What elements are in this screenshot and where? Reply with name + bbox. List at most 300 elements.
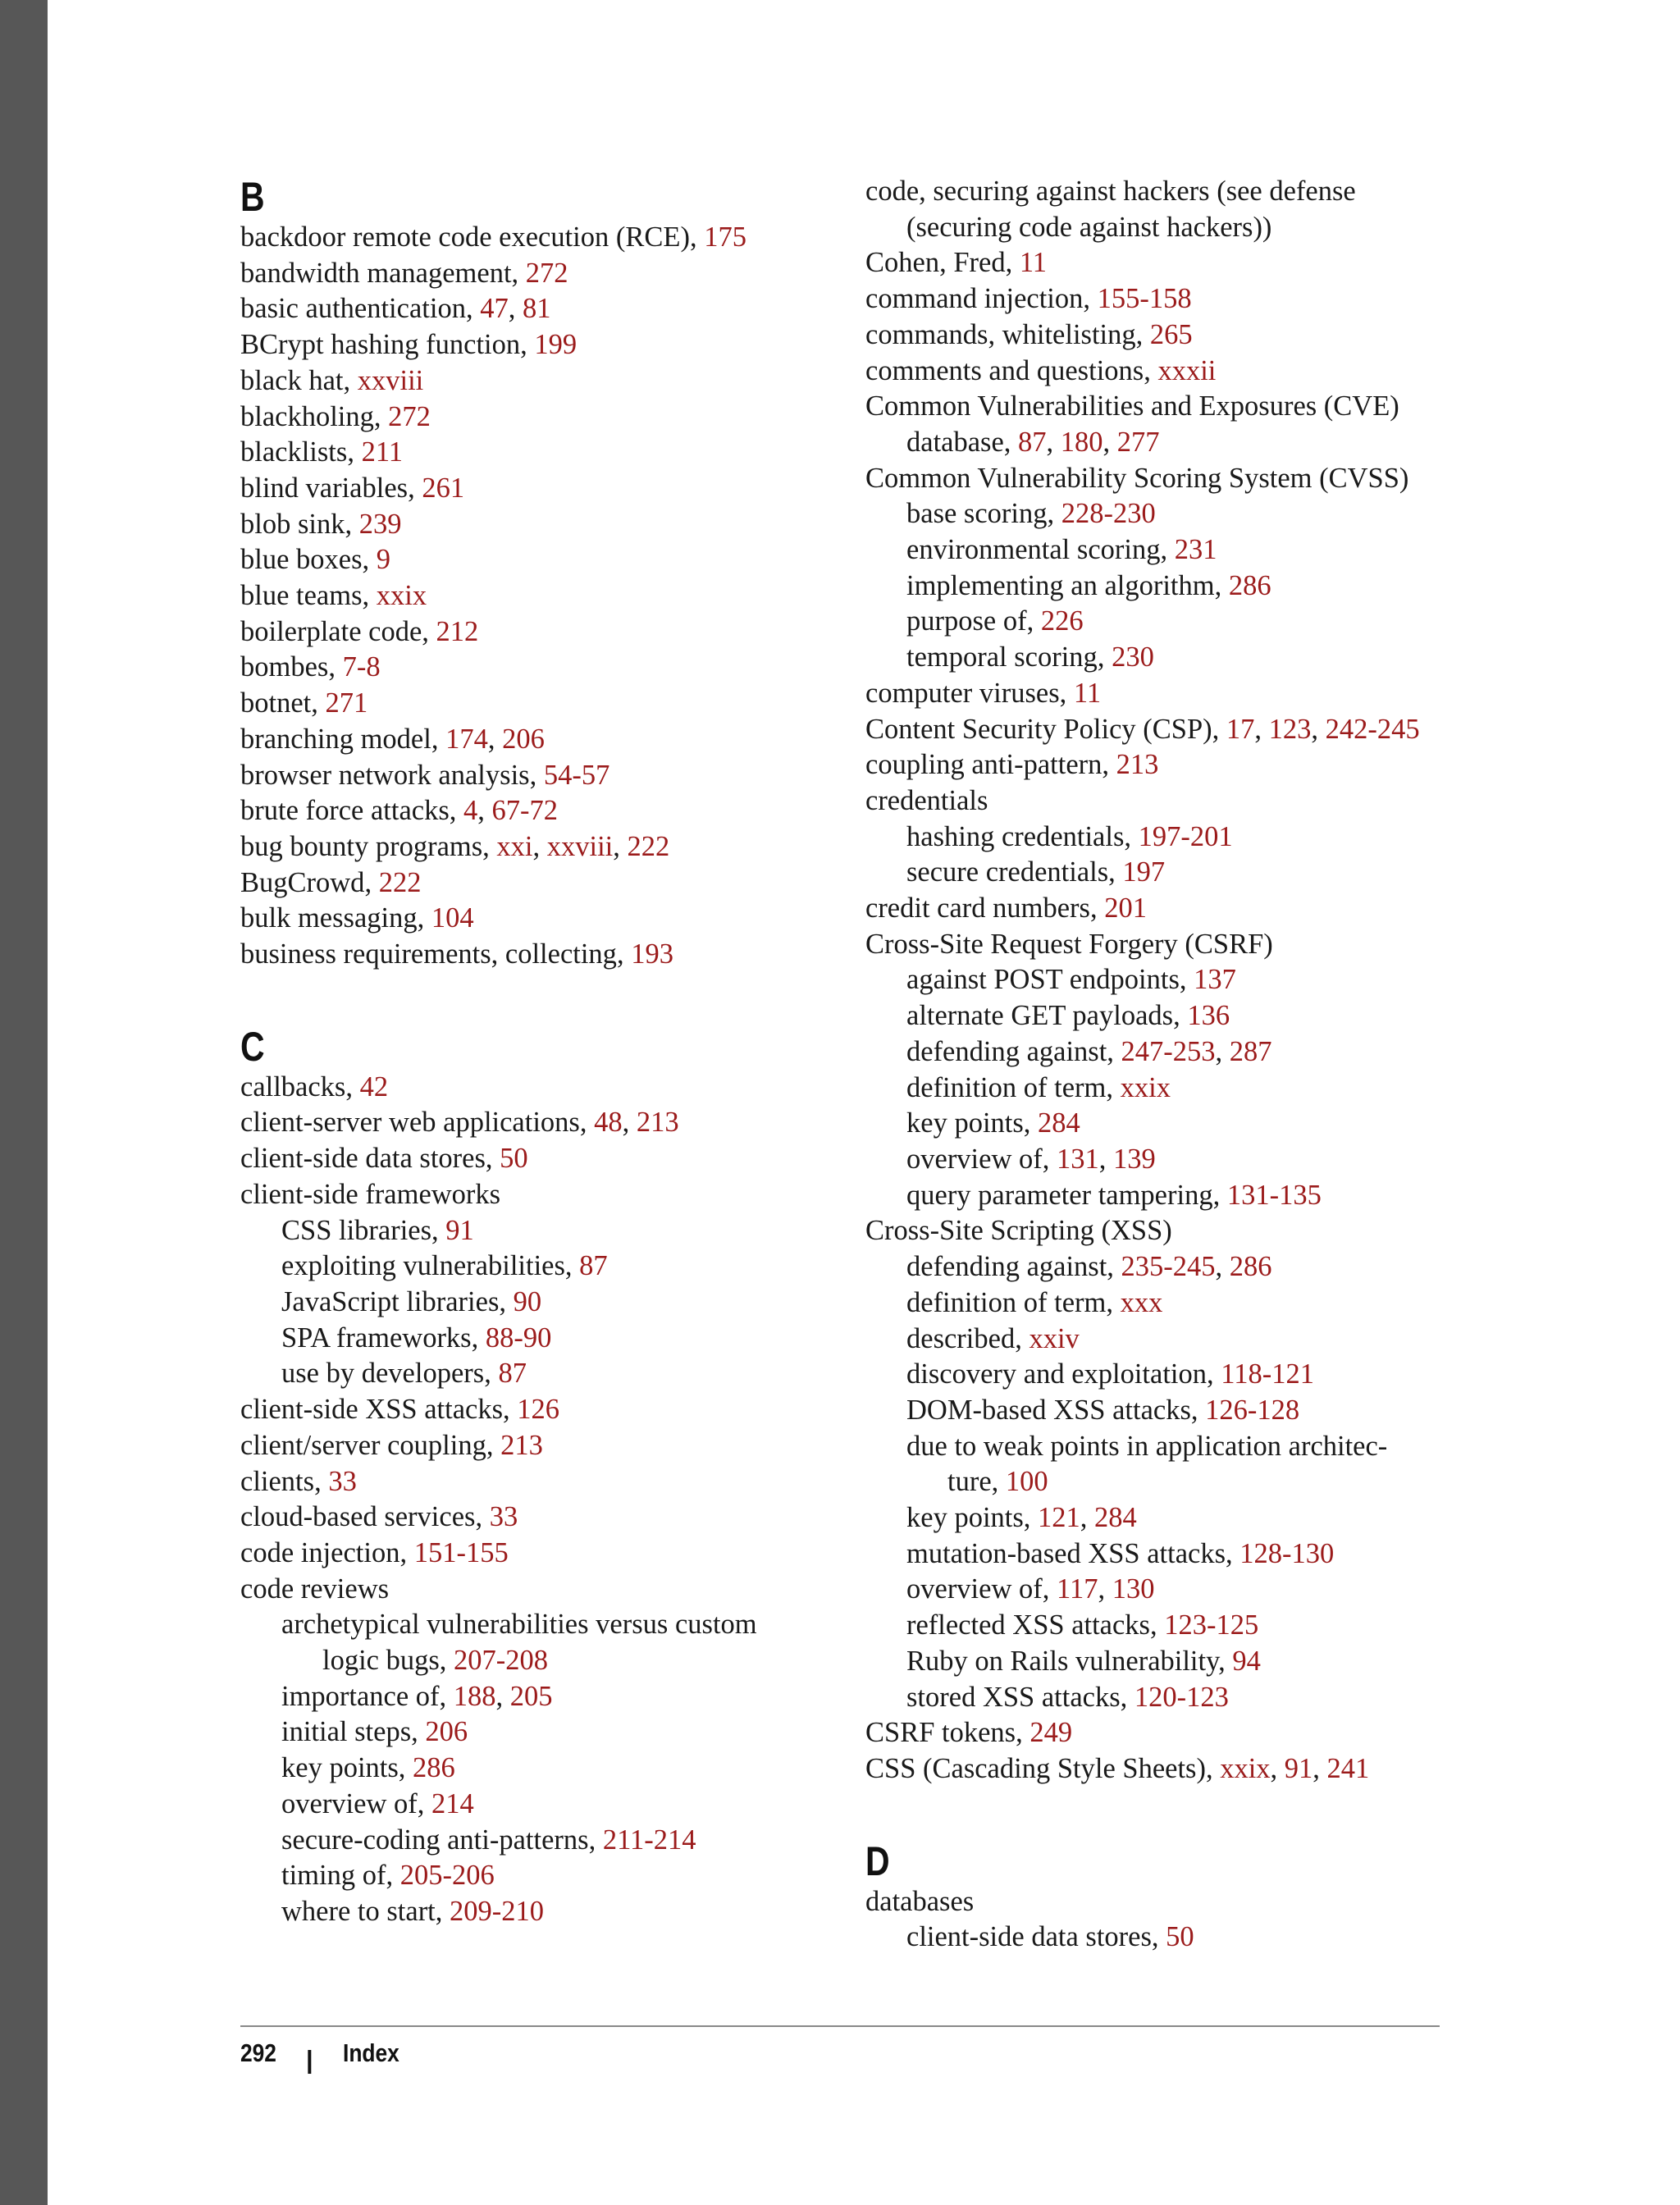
index-term: blue boxes bbox=[240, 544, 363, 576]
page-reference-link[interactable]: 197-201 bbox=[1138, 820, 1233, 852]
page-reference-link[interactable]: 136 bbox=[1187, 1000, 1230, 1032]
index-entry bbox=[865, 1249, 1456, 1285]
index-entry bbox=[240, 363, 831, 399]
index-entry bbox=[865, 1920, 1456, 1956]
page-reference-link[interactable]: 230 bbox=[1112, 641, 1154, 673]
index-entry bbox=[240, 1428, 831, 1464]
index-entry bbox=[865, 1884, 1456, 1920]
index-entry bbox=[240, 1894, 831, 1930]
index-separator: , bbox=[1083, 283, 1098, 315]
index-term: overview of bbox=[906, 1143, 1043, 1175]
index-separator: , bbox=[1120, 1681, 1134, 1713]
index-entry bbox=[865, 819, 1456, 856]
page-reference-link[interactable]: 242-245 bbox=[1325, 713, 1420, 745]
index-term: secure credentials bbox=[906, 856, 1109, 888]
index-term: code reviews bbox=[240, 1573, 390, 1605]
index-separator: , bbox=[1046, 426, 1061, 458]
page-reference-link[interactable]: 193 bbox=[631, 938, 673, 970]
index-separator: , bbox=[343, 364, 358, 396]
page-reference-link[interactable]: 247-253 bbox=[1121, 1035, 1216, 1067]
page-reference-link[interactable]: 118-121 bbox=[1221, 1358, 1314, 1390]
index-term: blue teams bbox=[240, 580, 363, 612]
index-term: client-server web applications bbox=[240, 1107, 580, 1139]
index-term: query parameter tampering bbox=[906, 1179, 1213, 1211]
index-entry bbox=[240, 1285, 831, 1321]
page-reference-link[interactable]: 201 bbox=[1104, 892, 1147, 924]
index-term: callbacks bbox=[240, 1071, 346, 1102]
index-entry bbox=[865, 1715, 1456, 1751]
index-term: defending against bbox=[906, 1035, 1107, 1067]
page-reference-link[interactable]: 175 bbox=[704, 221, 746, 253]
index-separator: , bbox=[1098, 1573, 1112, 1605]
page-reference-link[interactable]: 272 bbox=[388, 400, 431, 432]
index-separator: , bbox=[362, 580, 377, 612]
index-entry bbox=[865, 568, 1456, 605]
index-separator: , bbox=[1107, 1251, 1121, 1283]
page-reference-link[interactable]: 174 bbox=[445, 723, 488, 755]
index-term: black hat bbox=[240, 364, 344, 396]
index-entry bbox=[865, 1322, 1456, 1358]
index-separator: , bbox=[1207, 1358, 1221, 1390]
page-reference-link[interactable]: 287 bbox=[1229, 1035, 1272, 1067]
index-entry bbox=[865, 1608, 1456, 1644]
page-reference-link[interactable]: 205 bbox=[509, 1680, 553, 1712]
index-separator: , bbox=[1218, 1645, 1233, 1677]
index-entry bbox=[240, 256, 831, 292]
index-entry bbox=[865, 855, 1456, 891]
index-entry bbox=[865, 389, 1456, 425]
index-entry bbox=[865, 1213, 1456, 1249]
index-term: implementing an algorithm bbox=[906, 569, 1215, 601]
page-reference-link[interactable]: 117 bbox=[1056, 1573, 1098, 1605]
index-separator: , bbox=[347, 436, 362, 468]
index-separator: , bbox=[1080, 1502, 1095, 1534]
index-term: key points bbox=[906, 1502, 1024, 1534]
page-reference-link[interactable]: 271 bbox=[325, 687, 368, 719]
page-reference-link[interactable]: 123 bbox=[1268, 713, 1312, 745]
index-term: blacklists bbox=[240, 436, 348, 468]
index-separator: , bbox=[417, 1787, 431, 1819]
index-separator: , bbox=[1108, 856, 1123, 888]
page-reference-link[interactable]: 180 bbox=[1060, 426, 1103, 458]
page-reference-link[interactable]: 228-230 bbox=[1061, 498, 1156, 530]
page-edge-bar bbox=[0, 0, 48, 2205]
page-reference-link[interactable]: 87 bbox=[1018, 426, 1047, 458]
index-term: environmental scoring bbox=[906, 534, 1161, 566]
index-entry bbox=[865, 461, 1456, 497]
index-separator: , bbox=[431, 723, 446, 755]
index-entry bbox=[865, 962, 1456, 998]
index-term: definition of term bbox=[906, 1071, 1107, 1103]
page-reference-link[interactable]: 211 bbox=[361, 436, 404, 468]
index-entry bbox=[865, 1142, 1456, 1178]
index-entry bbox=[240, 578, 831, 614]
index-term: hashing credentials bbox=[906, 820, 1125, 852]
page-reference-link[interactable]: 94 bbox=[1232, 1645, 1261, 1677]
index-term: client-side frameworks bbox=[240, 1178, 501, 1210]
index-term: botnet bbox=[240, 687, 312, 719]
page-reference-link[interactable]: 286 bbox=[1229, 1251, 1272, 1283]
page-reference-link[interactable]: 222 bbox=[378, 866, 422, 898]
index-entry bbox=[240, 1536, 831, 1572]
index-entry bbox=[240, 291, 831, 327]
index-term: comments and questions bbox=[865, 354, 1144, 386]
page-reference-link[interactable]: 91 bbox=[445, 1214, 474, 1246]
page-reference-link[interactable]: 126-128 bbox=[1205, 1394, 1300, 1426]
page-reference-link[interactable]: 209-210 bbox=[450, 1895, 545, 1927]
page-reference-link[interactable]: 235-245 bbox=[1121, 1251, 1216, 1283]
page-reference-link[interactable]: 87 bbox=[579, 1250, 608, 1282]
index-separator: , bbox=[386, 1860, 400, 1892]
index-letter-heading: D bbox=[865, 1838, 890, 1884]
page-reference-link[interactable]: 226 bbox=[1040, 605, 1084, 637]
page-reference-link[interactable]: 214 bbox=[431, 1787, 474, 1819]
index-entry bbox=[865, 604, 1456, 640]
page-reference-link[interactable]: 128-130 bbox=[1239, 1537, 1335, 1569]
index-entry bbox=[240, 1500, 831, 1536]
index-entry bbox=[240, 829, 831, 865]
page-reference-link[interactable]: 54-57 bbox=[543, 759, 610, 791]
index-entry bbox=[240, 865, 831, 902]
index-term: coupling anti-pattern bbox=[865, 749, 1102, 781]
index-separator: , bbox=[475, 1501, 490, 1533]
index-term: Cohen, Fred bbox=[865, 247, 1006, 279]
index-term: logic bugs bbox=[322, 1645, 440, 1677]
page-reference-link[interactable]: 205-206 bbox=[399, 1860, 495, 1892]
page-reference-link[interactable]: 33 bbox=[489, 1501, 518, 1533]
index-term: (securing code against hackers)) bbox=[906, 211, 1272, 243]
index-term: described bbox=[906, 1322, 1016, 1354]
index-separator: , bbox=[1215, 1251, 1230, 1283]
index-entry bbox=[865, 1393, 1456, 1429]
index-separator: , bbox=[1190, 1394, 1206, 1426]
index-separator: , bbox=[1106, 1286, 1121, 1318]
page-reference-link[interactable]: 139 bbox=[1112, 1143, 1156, 1175]
index-entry bbox=[865, 1536, 1456, 1573]
index-term: discovery and exploitation bbox=[906, 1358, 1207, 1390]
index-term: credentials bbox=[865, 784, 988, 816]
index-entry bbox=[240, 1321, 831, 1357]
index-term: Content Security Policy (CSP) bbox=[865, 713, 1212, 745]
index-term: client-side data stores bbox=[906, 1921, 1152, 1953]
index-separator: , bbox=[484, 1358, 499, 1390]
page-reference-link[interactable]: 206 bbox=[425, 1716, 468, 1748]
index-term: key points bbox=[906, 1107, 1024, 1139]
index-entry bbox=[240, 471, 831, 507]
index-entry bbox=[240, 650, 831, 686]
index-entry bbox=[865, 1464, 1456, 1500]
index-entry bbox=[240, 1787, 831, 1823]
index-term: backdoor remote code execution (RCE) bbox=[240, 221, 690, 253]
index-term: key points bbox=[281, 1752, 399, 1784]
page-reference-link[interactable]: 91 bbox=[1284, 1752, 1313, 1784]
page-reference-link[interactable]: 197 bbox=[1122, 856, 1166, 888]
index-entry bbox=[865, 1572, 1456, 1608]
page-reference-link[interactable]: 48 bbox=[594, 1107, 623, 1139]
page-reference-link[interactable]: 207-208 bbox=[454, 1645, 549, 1677]
page-reference-link[interactable]: 120-123 bbox=[1134, 1681, 1229, 1713]
index-entry bbox=[865, 174, 1456, 210]
index-term: overview of bbox=[281, 1787, 418, 1819]
page-reference-link[interactable]: 239 bbox=[358, 508, 402, 540]
page-reference-link[interactable]: 17 bbox=[1226, 713, 1255, 745]
page-reference-link[interactable]: xxxii bbox=[1157, 354, 1217, 386]
index-term: code, securing against hackers (see defense bbox=[865, 176, 1356, 207]
index-entry bbox=[240, 1141, 831, 1177]
index-entry bbox=[240, 1679, 831, 1715]
index-separator: , bbox=[362, 544, 377, 576]
page-reference-link[interactable]: 131 bbox=[1056, 1143, 1099, 1175]
index-separator: , bbox=[579, 1107, 595, 1139]
index-term: bulk messaging bbox=[240, 902, 418, 934]
index-entry bbox=[240, 722, 831, 758]
index-term: command injection bbox=[865, 283, 1084, 315]
page-reference-link[interactable]: 261 bbox=[422, 472, 465, 504]
index-separator: , bbox=[495, 1680, 510, 1712]
page-reference-link[interactable]: 213 bbox=[500, 1429, 543, 1461]
page-footer bbox=[240, 2033, 399, 2074]
index-separator: , bbox=[1026, 605, 1041, 637]
page-reference-link[interactable]: 100 bbox=[1005, 1466, 1048, 1498]
index-separator: , bbox=[431, 1214, 446, 1246]
index-separator: , bbox=[422, 615, 436, 647]
page-reference-link[interactable]: 4 bbox=[463, 795, 478, 827]
page-reference-link[interactable]: 155-158 bbox=[1097, 283, 1192, 315]
index-entry bbox=[865, 1500, 1456, 1536]
index-entry bbox=[240, 1105, 831, 1141]
index-separator: , bbox=[1151, 1921, 1166, 1953]
index-entry bbox=[865, 354, 1456, 390]
page-reference-link[interactable]: 199 bbox=[534, 329, 578, 361]
index-separator: , bbox=[511, 257, 526, 289]
index-entry bbox=[240, 1607, 831, 1643]
index-entry bbox=[865, 210, 1456, 246]
index-term: mutation-based XSS attacks bbox=[906, 1537, 1226, 1569]
index-term: blind variables bbox=[240, 472, 409, 504]
index-separator: , bbox=[689, 221, 705, 253]
index-separator: , bbox=[486, 1429, 501, 1461]
page-reference-link[interactable]: 130 bbox=[1112, 1573, 1155, 1605]
page-reference-link[interactable]: 50 bbox=[1166, 1921, 1194, 1953]
index-letter-heading: C bbox=[240, 1023, 265, 1070]
index-entry bbox=[240, 507, 831, 543]
index-term: BCrypt hashing function bbox=[240, 329, 521, 361]
index-separator: , bbox=[1212, 1179, 1227, 1211]
index-separator: , bbox=[398, 1752, 413, 1784]
index-separator: , bbox=[1311, 713, 1326, 745]
index-entry bbox=[865, 1680, 1456, 1716]
index-separator: , bbox=[1215, 1035, 1230, 1067]
index-term: stored XSS attacks bbox=[906, 1681, 1121, 1713]
index-entry bbox=[240, 1356, 831, 1392]
index-separator: , bbox=[1005, 247, 1020, 279]
page-reference-link[interactable]: 11 bbox=[1019, 247, 1048, 279]
page-reference-link[interactable]: 151-155 bbox=[413, 1536, 509, 1568]
index-term: cloud-based services bbox=[240, 1501, 476, 1533]
index-separator: , bbox=[499, 1285, 514, 1317]
page-reference-link[interactable]: 11 bbox=[1073, 677, 1102, 709]
index-term: Cross-Site Scripting (XSS) bbox=[865, 1215, 1172, 1247]
page-reference-link[interactable]: 33 bbox=[328, 1465, 357, 1497]
page-reference-link[interactable]: 126 bbox=[517, 1394, 560, 1426]
page-reference-link[interactable]: 188 bbox=[453, 1680, 496, 1712]
index-term: CSRF tokens bbox=[865, 1717, 1016, 1749]
index-separator: , bbox=[1003, 426, 1019, 458]
index-term: bombes bbox=[240, 651, 329, 683]
page-reference-link[interactable]: 87 bbox=[498, 1358, 527, 1390]
page-reference-link[interactable]: 284 bbox=[1094, 1502, 1137, 1534]
page-reference-link[interactable]: 284 bbox=[1038, 1107, 1080, 1139]
index-separator: , bbox=[408, 472, 422, 504]
index-term: basic authentication bbox=[240, 293, 466, 325]
index-term: CSS libraries bbox=[281, 1214, 432, 1246]
page-reference-link[interactable]: 277 bbox=[1116, 426, 1160, 458]
index-term: importance of bbox=[281, 1680, 440, 1712]
page-reference-link[interactable]: 90 bbox=[513, 1285, 542, 1317]
page-reference-link[interactable]: xxix bbox=[376, 580, 427, 612]
index-term: SPA frameworks bbox=[281, 1322, 472, 1354]
page-reference-link[interactable]: 272 bbox=[525, 257, 568, 289]
index-term: computer viruses bbox=[865, 677, 1060, 709]
index-term: exploiting vulnerabilities bbox=[281, 1250, 565, 1282]
page-reference-link[interactable]: 50 bbox=[500, 1143, 528, 1175]
index-separator: , bbox=[564, 1250, 580, 1282]
index-entry bbox=[240, 1213, 831, 1249]
page-reference-link[interactable]: 47 bbox=[480, 293, 509, 325]
index-term: alternate GET payloads bbox=[906, 1000, 1174, 1032]
index-column-left bbox=[240, 174, 831, 1930]
index-term: databases bbox=[865, 1885, 975, 1917]
index-term: overview of bbox=[906, 1573, 1043, 1605]
page-reference-link[interactable]: 265 bbox=[1149, 318, 1193, 350]
index-entry bbox=[865, 496, 1456, 532]
page-reference-link[interactable]: 231 bbox=[1174, 534, 1217, 566]
index-separator: , bbox=[1160, 534, 1175, 566]
index-entry bbox=[865, 927, 1456, 963]
page-reference-link[interactable]: xxix bbox=[1220, 1752, 1271, 1784]
index-term: definition of term bbox=[906, 1286, 1107, 1318]
index-separator: , bbox=[1042, 1573, 1057, 1605]
page-reference-link[interactable]: xxviii bbox=[357, 364, 424, 396]
index-separator: , bbox=[520, 329, 535, 361]
page-reference-link[interactable]: 212 bbox=[436, 615, 479, 647]
index-entry bbox=[865, 712, 1456, 748]
index-term: bug bounty programs bbox=[240, 830, 483, 862]
page-reference-link[interactable]: xxi bbox=[496, 830, 533, 862]
index-entry bbox=[240, 1464, 831, 1500]
index-separator: , bbox=[503, 1394, 518, 1426]
page-reference-link[interactable]: 222 bbox=[627, 830, 670, 862]
index-term: initial steps bbox=[281, 1716, 412, 1748]
page-reference-link[interactable]: xxix bbox=[1120, 1071, 1171, 1103]
page-reference-link[interactable]: 7-8 bbox=[342, 651, 381, 683]
index-separator: , bbox=[1214, 569, 1229, 601]
index-entry bbox=[240, 686, 831, 722]
page-reference-link[interactable]: 81 bbox=[522, 293, 551, 325]
index-entry bbox=[865, 245, 1456, 281]
index-separator: , bbox=[1015, 1322, 1029, 1354]
page-reference-link[interactable]: 123-125 bbox=[1164, 1609, 1259, 1641]
index-separator: , bbox=[1144, 354, 1158, 386]
page-reference-link[interactable]: 131-135 bbox=[1226, 1179, 1322, 1211]
index-entry bbox=[240, 758, 831, 794]
index-entry bbox=[865, 1106, 1456, 1142]
index-separator: , bbox=[311, 687, 326, 719]
index-separator: , bbox=[373, 400, 389, 432]
page-reference-link[interactable]: 206 bbox=[502, 723, 545, 755]
page-reference-link[interactable]: 241 bbox=[1326, 1752, 1370, 1784]
index-entry bbox=[240, 937, 831, 973]
index-separator: , bbox=[399, 1536, 414, 1568]
page-reference-link[interactable]: 104 bbox=[431, 902, 474, 934]
page-reference-link[interactable]: 213 bbox=[1116, 749, 1159, 781]
page-reference-link[interactable]: 211-214 bbox=[602, 1824, 696, 1856]
page-reference-link[interactable]: 137 bbox=[1194, 964, 1236, 996]
page-reference-link[interactable]: 88-90 bbox=[485, 1322, 552, 1354]
index-separator: , bbox=[477, 795, 492, 827]
index-separator: , bbox=[1135, 318, 1150, 350]
index-separator: , bbox=[1016, 1717, 1030, 1749]
page-reference-link[interactable]: 42 bbox=[359, 1071, 389, 1102]
page-reference-link[interactable]: 9 bbox=[376, 544, 391, 576]
index-term: JavaScript libraries bbox=[281, 1285, 500, 1317]
index-term: CSS (Cascading Style Sheets) bbox=[865, 1752, 1206, 1784]
index-separator: , bbox=[1102, 426, 1117, 458]
page-reference-link[interactable]: 249 bbox=[1029, 1717, 1073, 1749]
page-reference-link[interactable]: 121 bbox=[1038, 1502, 1080, 1534]
index-entry bbox=[865, 425, 1456, 461]
index-term: client/server coupling bbox=[240, 1429, 486, 1461]
index-separator: , bbox=[588, 1824, 603, 1856]
index-separator: , bbox=[439, 1680, 454, 1712]
index-separator: , bbox=[1042, 1143, 1057, 1175]
index-term: blackholing bbox=[240, 400, 374, 432]
index-entry bbox=[865, 640, 1456, 676]
index-term: database bbox=[906, 426, 1004, 458]
page-reference-link[interactable]: xxx bbox=[1120, 1286, 1163, 1318]
index-term: credit card numbers bbox=[865, 892, 1090, 924]
page-reference-link[interactable]: 286 bbox=[413, 1752, 455, 1784]
page-reference-link[interactable]: xxiv bbox=[1029, 1322, 1080, 1354]
page-reference-link[interactable]: 286 bbox=[1228, 569, 1271, 601]
index-entry bbox=[865, 281, 1456, 317]
page-reference-link[interactable]: 213 bbox=[636, 1107, 679, 1139]
index-separator: , bbox=[439, 1645, 454, 1677]
index-separator: , bbox=[1023, 1502, 1039, 1534]
index-column-right bbox=[865, 174, 1456, 1956]
index-separator: , bbox=[613, 830, 628, 862]
index-entry bbox=[865, 783, 1456, 819]
index-term: BugCrowd bbox=[240, 866, 365, 898]
index-separator: , bbox=[1047, 498, 1061, 530]
page-reference-link[interactable]: xxviii bbox=[546, 830, 614, 862]
index-separator: , bbox=[1059, 677, 1074, 709]
index-separator: , bbox=[529, 759, 544, 791]
index-separator: , bbox=[1212, 713, 1226, 745]
index-term: archetypical vulnerabilities versus custom bbox=[281, 1609, 757, 1641]
index-entry bbox=[865, 1357, 1456, 1393]
index-separator: , bbox=[1106, 1071, 1121, 1103]
index-term: defending against bbox=[906, 1251, 1107, 1283]
index-entry bbox=[865, 532, 1456, 568]
index-separator: , bbox=[435, 1895, 450, 1927]
index-separator: , bbox=[1254, 713, 1269, 745]
page-reference-link[interactable]: 67-72 bbox=[491, 795, 559, 827]
footer-divider: | bbox=[306, 2045, 313, 2074]
index-separator: , bbox=[616, 938, 632, 970]
index-separator: , bbox=[345, 508, 359, 540]
index-separator: , bbox=[1098, 1143, 1113, 1175]
